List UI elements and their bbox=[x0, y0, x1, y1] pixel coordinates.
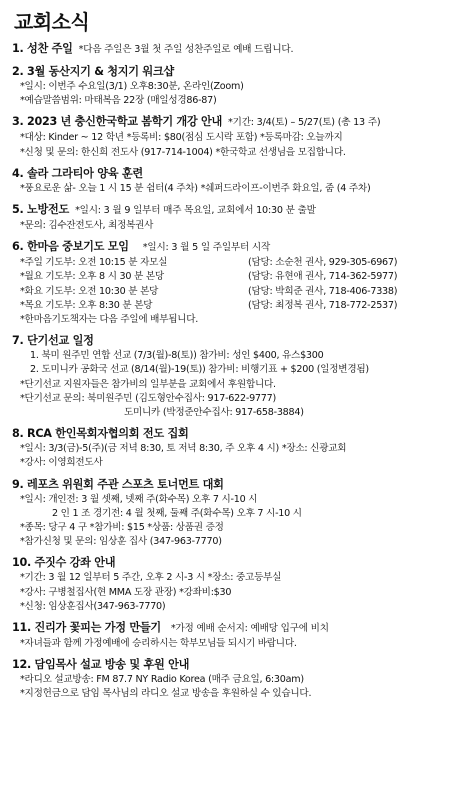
news-item-1 bbox=[12, 41, 465, 58]
item-line: 2. 도미니카 공화국 선교 (8/14(월)-19(토)) 참가비: 비행기표 + $200 (일정변경됨) bbox=[30, 364, 369, 376]
item-line: *기간: 3 월 12 일부터 5 주간, 오후 2 시-3 시 *장소: 중고등부실 bbox=[20, 572, 282, 584]
news-item-6 bbox=[12, 239, 465, 327]
item-line: 2 인 1 조 경기전: 4 월 첫째, 둘째 주(화수목) 오후 7 시-10 시 bbox=[52, 507, 302, 519]
item-heading: 4. 솔라 그라티아 양육 훈련 bbox=[12, 166, 143, 180]
item-note: *다음 주일은 3월 첫 주일 성찬주일로 예배 드립니다. bbox=[78, 44, 294, 55]
item-line: *한마음기도책자는 다음 주일에 배부됩니다. bbox=[20, 314, 199, 326]
item-line: *강사: 이영희전도사 bbox=[20, 457, 103, 469]
item-heading: 2. 3월 동산지기 & 청지기 워크샵 bbox=[12, 65, 174, 78]
item-line: *신청 및 문의: 한신희 전도사 (917-714-1004) *한국학교 선생님을 모집합니다. bbox=[20, 146, 346, 158]
item-line: 1. 북미 원주민 연합 선교 (7/3(월)-8(토)) 참가비: 성인 $400, 유스$300 bbox=[30, 350, 324, 362]
item-line: *단기선교 지원자들은 참가비의 일부분을 교회에서 후원합니다. bbox=[20, 378, 276, 390]
item-line: *자녀들과 함께 가정예배에 승리하시는 학부모님들 되시기 바랍니다. bbox=[20, 638, 297, 650]
prayer-schedule: *목요 기도부: 오후 8:30 분 본당 bbox=[20, 299, 153, 311]
news-item-9 bbox=[12, 477, 465, 550]
prayer-contact: (담당: 박희준 권사, 718-406-7338) bbox=[248, 285, 398, 297]
item-line: *지정헌금으로 담임 목사님의 라디오 설교 방송을 후원하실 수 있습니다. bbox=[20, 688, 312, 700]
item-line: 도미니카 (박정준안수집사: 917-658-3884) bbox=[124, 407, 304, 419]
item-note: *일시: 3 월 9 일부터 매주 목요일, 교회에서 10:30 분 출발 bbox=[75, 205, 316, 217]
item-heading: 7. 단기선교 일정 bbox=[12, 334, 94, 348]
item-line: *대상: Kinder ~ 12 학년 *등록비: $80(점심 도시락 포함) *등록마감: 오늘까지 bbox=[20, 132, 343, 144]
item-heading: 10. 주짓수 강좌 안내 bbox=[12, 556, 116, 570]
prayer-row bbox=[12, 270, 465, 284]
prayer-contact: (담당: 유현애 권사, 714-362-5977) bbox=[248, 271, 398, 283]
item-line: *일시: 이번주 수요일(3/1) 오후8:30분, 온라인(Zoom) bbox=[20, 81, 244, 92]
item-line: *종목: 당구 4 구 *참가비: $15 *상품: 상품권 증정 bbox=[20, 522, 224, 534]
prayer-contact: (담당: 최정복 권사, 718-772-2537) bbox=[248, 299, 398, 311]
item-line: *예습말씀범위: 마태복음 22장 (매일성경86-87) bbox=[20, 95, 217, 107]
item-line: *풍요로운 삶- 오늘 1 시 15 분 쉼터(4 주차) *쉐퍼드라이프-이번주 화요일, 줌 (4 주차) bbox=[20, 182, 371, 194]
item-note: *가정 예배 순서지: 예배당 입구에 비치 bbox=[170, 623, 329, 635]
prayer-row bbox=[12, 299, 465, 313]
item-heading: 5. 노방전도 *일시: 3 월 9 일부터 매주 목요일, 교회에서 10:30 분 출발 bbox=[12, 203, 316, 217]
item-line: *문의: 김수잔전도사, 최정복권사 bbox=[20, 220, 154, 232]
news-item-4 bbox=[12, 166, 465, 196]
item-heading: 6. 한마음 중보기도 모임 *일시: 3 월 5 일 주일부터 시작 bbox=[12, 240, 271, 254]
prayer-row bbox=[12, 256, 465, 270]
news-item-5 bbox=[12, 202, 465, 233]
prayer-schedule: *주일 기도부: 오전 10:15 분 자모실 bbox=[20, 257, 168, 269]
item-heading: 11. 진리가 꽃피는 가정 만들기 *가정 예배 순서지: 예배당 입구에 비치 bbox=[12, 621, 329, 635]
item-line: *강사: 구병철집사(현 MMA 도장 관장) *강좌비:$30 bbox=[20, 586, 232, 598]
item-heading: 12. 담임목사 설교 방송 및 후원 안내 bbox=[12, 658, 190, 672]
prayer-schedule: *화요 기도부: 오전 10:30 분 본당 bbox=[20, 285, 159, 297]
news-item-11 bbox=[12, 620, 465, 651]
news-item-8 bbox=[12, 426, 465, 470]
news-item-10 bbox=[12, 555, 465, 614]
item-heading: 8. RCA 한인목회자협의회 전도 집회 bbox=[12, 427, 189, 441]
item-heading: 1. 성찬 주일 *다음 주일은 3월 첫 주일 성찬주일로 예배 드립니다. bbox=[12, 42, 294, 55]
prayer-schedule: *월요 기도부: 오후 8 시 30 분 본당 bbox=[20, 271, 164, 283]
news-item-2 bbox=[12, 64, 465, 108]
prayer-contact: (담당: 소순천 권사, 929-305-6967) bbox=[248, 257, 398, 269]
news-item-3 bbox=[12, 114, 465, 159]
item-note: *기간: 3/4(토) – 5/27(토) (총 13 주) bbox=[228, 117, 381, 129]
news-item-7 bbox=[12, 333, 465, 420]
item-line: *단기선교 문의: 북미원주민 (김도형안수집사: 917-622-9777) bbox=[20, 392, 276, 404]
item-note: *일시: 3 월 5 일 주일부터 시작 bbox=[142, 242, 271, 254]
item-line: *일시: 개인전: 3 월 셋째, 넷째 주(화수목) 오후 7 시-10 시 bbox=[20, 493, 258, 505]
prayer-row bbox=[12, 285, 465, 299]
item-line: *참가신청 및 문의: 임상훈 집사 (347-963-7770) bbox=[20, 536, 222, 548]
news-item-12 bbox=[12, 657, 465, 701]
page-title: 교회소식 bbox=[14, 10, 90, 34]
item-heading: 3. 2023 년 충신한국학교 봄학기 개강 안내 *기간: 3/4(토) – 5/27(토) (총 13 주) bbox=[12, 115, 381, 129]
item-line: *신청: 임상훈집사(347-963-7770) bbox=[20, 600, 166, 612]
item-line: *일시: 3/3(금)-5(주)(금 저녁 8:30, 토 저녁 8:30, 주 오후 4 시) *장소: 신광교회 bbox=[20, 443, 347, 455]
item-line: *라디오 설교방송: FM 87.7 NY Radio Korea (매주 금요일, 6:30am) bbox=[20, 674, 304, 686]
item-heading: 9. 레포츠 위원회 주관 스포츠 토너먼트 대회 bbox=[12, 477, 224, 491]
